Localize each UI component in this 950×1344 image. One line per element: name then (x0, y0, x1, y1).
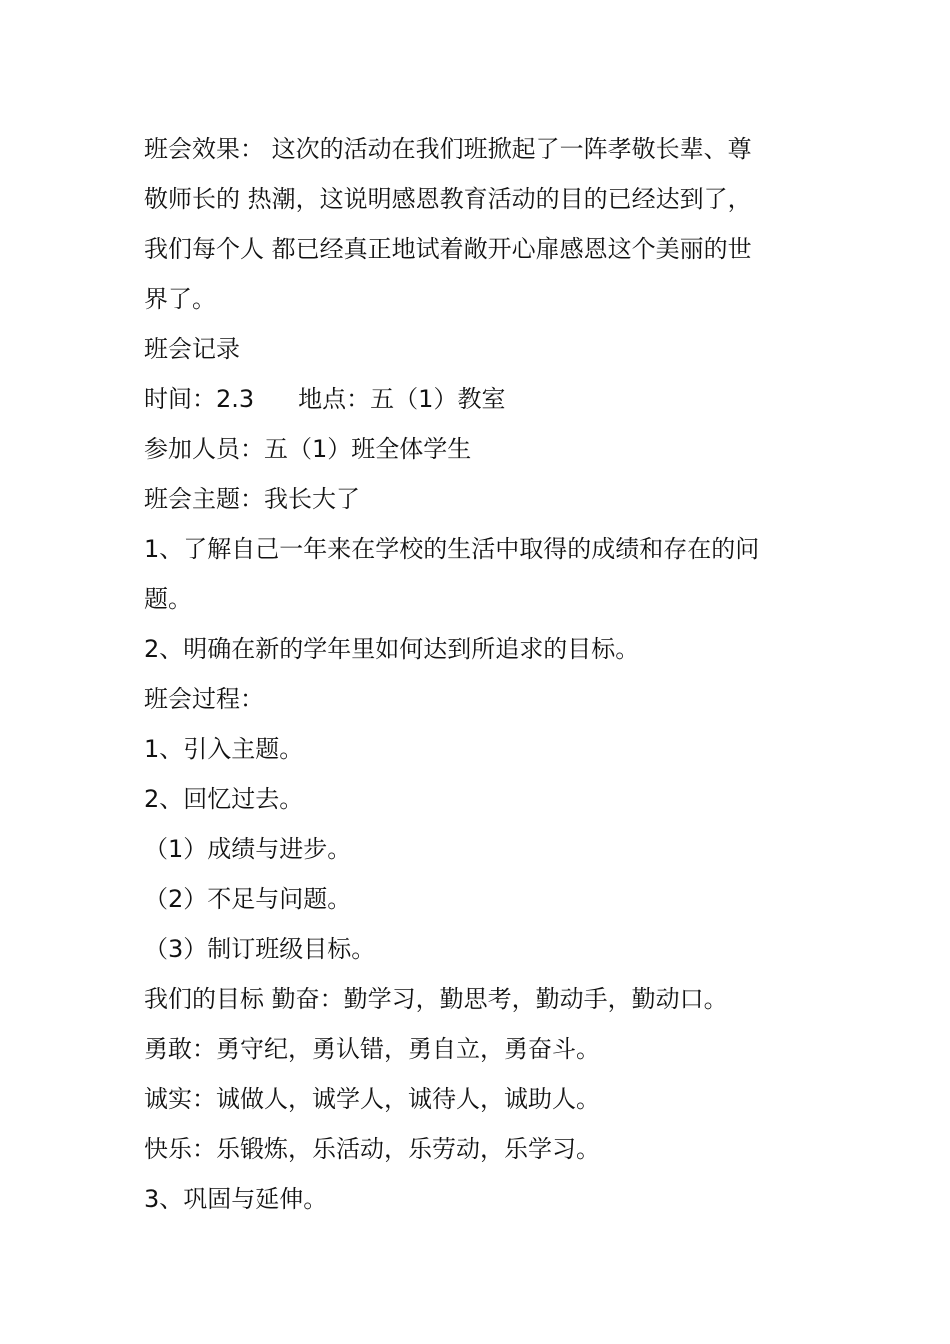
text-line: 1、了解自己一年来在学校的生活中取得的成绩和存在的问 (144, 535, 760, 563)
text-line: （2）不足与问题。 (144, 885, 352, 913)
text-line: 诚实：诚做人，诚学人，诚待人，诚助人。 (144, 1085, 600, 1113)
text-line: 题。 (144, 585, 192, 613)
text-line: 班会主题：我长大了 (144, 485, 360, 513)
text-line: 参加人员：五（1）班全体学生 (144, 435, 472, 463)
text-line: 1、引入主题。 (144, 735, 304, 763)
section-heading: 班会记录 (144, 335, 240, 363)
text-line: 班会效果： 这次的活动在我们班掀起了一阵孝敬长辈、尊 (144, 135, 752, 163)
meeting-place: 地点：五（1）教室 (298, 385, 506, 413)
text-line: 界了。 (144, 285, 216, 313)
text-line: （1）成绩与进步。 (144, 835, 352, 863)
meeting-time: 时间：2.3 (144, 385, 255, 413)
text-line: 班会过程： (144, 685, 264, 713)
text-line: 2、明确在新的学年里如何达到所追求的目标。 (144, 635, 640, 663)
text-line: 勇敢：勇守纪，勇认错，勇自立，勇奋斗。 (144, 1035, 600, 1063)
text-line: 敬师长的 热潮，这说明感恩教育活动的目的已经达到了， (144, 185, 752, 213)
document-body (144, 124, 814, 1224)
text-line: 快乐：乐锻炼，乐活动，乐劳动，乐学习。 (144, 1135, 600, 1163)
time-place-line (144, 374, 814, 424)
text-line: 2、回忆过去。 (144, 785, 304, 813)
text-line: （3）制订班级目标。 (144, 935, 376, 963)
text-line: 3、巩固与延伸。 (144, 1185, 328, 1213)
text-line: 我们的目标 勤奋：勤学习，勤思考，勤动手，勤动口。 (144, 985, 728, 1013)
text-line: 我们每个人 都已经真正地试着敞开心扉感恩这个美丽的世 (144, 235, 752, 263)
